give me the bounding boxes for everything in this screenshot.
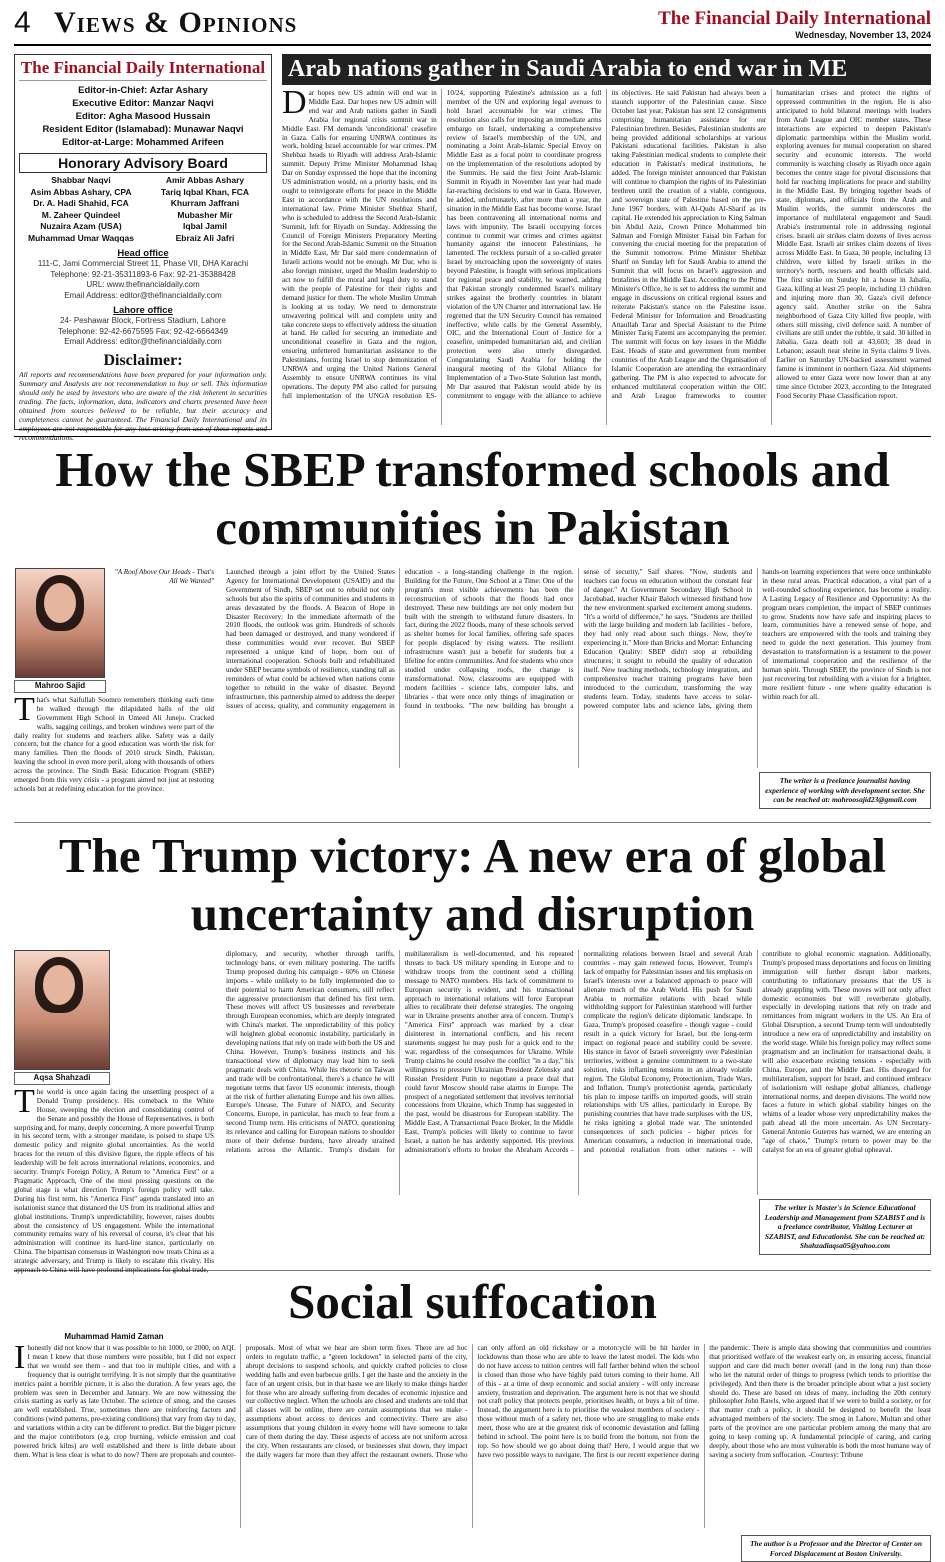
masthead-box bbox=[14, 54, 272, 442]
face-shape bbox=[44, 583, 76, 623]
masthead-name: The Financial Daily International bbox=[19, 58, 267, 81]
arab-headline: Arab nations gather in Saudi Arabia to end war in ME bbox=[282, 54, 931, 85]
trump-body: diplomacy, and security, whether through tariffs, technology bans, or even military posturing. The tariffs Trump proposed during his campaign - 60% on Chinese imports - while unlikely to be fully implemented due to their potential to harm American consumers, still reflect the aggressive protectionism that defined his first term. These moves will affect US businesses and reverberate through European economies, which are deeply integrated with China's market. The unpredictability of this policy will heighten global economic instability, particularly in developing nations that rely on trade with both the US and China. However, Trump's business instincts and his transactional view of diplomacy may lead him to seek pragmatic deals with China. While his rhetoric on Taiwan and trade will be confrontational, there's a chance he will negotiate terms that favor US economic interests, though at the risk of further alienating Europe and his own allies. Europe's Unease, The Future of NATO, and Security Concerns, Europe, in particular, has much to fear from a second Trump term. His criticisms of NATO, questioning its relevance and calling for European nations to shoulder more of their defense burdens, have already strained relations across the Atlantic. Trump's disdain for multilateralism is well-documented, and his repeated threats to back US military spending in Europe and to withdraw troops from the continent send a chilling message to NATO members. His lack of commitment to European security is evident, and his transactional approach to international relations will force European allies to recalibrate their defense strategies. The ongoing war in Ukraine presents another area of concern. Trump's "America First" approach was marked by a clear disinterest in international conflicts, and his recent statements suggest he may push for a quick end to the war, regardless of the consequences for Ukraine. While Trump claims he could resolve the conflict "in a day," his willingness to pressure Ukrainian President Zelensky and Russian President Putin to negotiate a peace deal that could favor Moscow should raise alarms in Europe. The prospect of a negotiated settlement that involves territorial concessions from Ukraine, which Trump has suggested in the past, would be disastrous for European stability. The Middle East, A Transactional Peace Broker, In the Middle East, Trump's policies will likely to continue to favor Israel, a nation he has ardently supported. His previous administration's efforts to broker the Abraham Accords - normalizing relations between Israel and several Arab countries - may gain renewed focus. However, Trump's lack of empathy for Palestinian issues and his emphasis on Israel's interests over a balanced approach to peace will alienate much of the Arab World. His push for Saudi Arabia to normalize relations with Israel while withholding support for Palestinian statehood will further complicate the region's delicate diplomatic landscape. In Gaza, Trump's proposed ceasefire - though vague - could result in a quick victory for Israel, but the long-term impact on regional peace and stability could be severe. His stance in favor of Israeli sovereignty over Palestinian territories, without a genuine commitment to a two-state solution, risks inflaming tensions in an already volatile region. The Global Economy, Protectionism, Trade Wars, and Inflation, Trump's protectionist agenda, particularly his plan to impose tariffs on imported goods, will strain relationships with US allies, particularly in Europe. By punishing countries that have trade surpluses with the US, he risks igniting a global trade war. The unintended consequences of such policies - higher prices for American consumers, a reduction in international trade, and potential retaliation from other nations - will contribute to global economic stagnation. Additionally, Trump's proposed mass deportations and focus on limiting immigration will further disrupt labor markets, contributing to inflationary pressures that the US is already grappling with. These moves will not only affect domestic economies but will reverberate globally, especially in developing nations that rely on trade and remittances from migrant workers in the US. An Era of Global Disruption, a second Trump term will undoubtedly introduce a new era of unpredictability and instability on the world stage. While his foreign policy may reflect some pragmatism and an inclination for transactional deals, it will also exacerbate existing tensions - especially with China, Europe, and the Middle East. His disregard for multilateralism, support for Israel, and continued embrace of isolationism will reshape global alliances, challenge international norms, and deepen divisions. The world now faces a future in which global stability hinges on the whims of a leader whose very unpredictability makes the path ahead all the more uncertain. As UN Secretary-General Antonio Guterres has warned, we are entering an "age of chaos," Trump's return to power may be the catalyst for an era of greater global upheaval. bbox=[226, 950, 931, 1154]
head-office-line: Telephone: 92-21-35311893-6 Fax: 92-21-35388428 bbox=[50, 269, 236, 279]
arab-article bbox=[282, 54, 931, 430]
sbep-headline: How the SBEP transformed schools and communities in Pakistan bbox=[14, 436, 931, 568]
editor-line: Resident Editor (Islamabad): Munawar Naqvi bbox=[42, 124, 244, 135]
advisory-board bbox=[19, 175, 267, 244]
advisor-name: Mubasher Mir bbox=[177, 209, 233, 220]
lahore-office-line: 24- Peshawar Block, Fortress Stadium, Lahore bbox=[60, 316, 226, 325]
disclaimer-text: All reports and recommendations have been prepared for your information only. Summary and Analysis are not recommendation to buy or sell. This information should only be used by investors who are aware of the risk inherent in securities trading. The facts, information, data, indicators and charts presented have been obtained from sources believed to be reliable, but their accuracy and completeness cannot be guaranteed. The Financial Daily International and its employees are not responsible for any loss arising from use of these reports and recommendations. bbox=[19, 369, 267, 442]
arab-body: Dar hopes new US admin will end war in Middle East. Dar hopes new US admin will end war and Arab nations gather in Saudi Arabia for regional crisis summit war in Middle East. FM demands 'unconditional' ceasefire in Gaza. Calls for ensuring UNRWA continues its work, holding Israel accountable for war crimes. PM Shehbaz heads to Riyadh will address Arab-Islamic summit. Deputy Prime Minister Mohammad Ishaq Dar on Sunday expressed the hope that the incoming US administration would, on a priority basis, end its ought to reinvigorate efforts for peace in the Middle East in accordance with the UN resolutions and international law. Prime Minister Shehbaz Sharif, who is scheduled to address the Second Arab-Islamic Summit, left for Riyadh on Sunday. Addressing the Council of Foreign Ministers Preparatory Meeting for the Second Arab-Islamic Summit on the Situation in Middle East, Mr Dar said mere condemnation of Israeli actions would not be enough. Mr Dar, who is also foreign minister, urged the Muslim leadership to act now to fulfill the moral and legal duty to stand with the people of Palestine for their rights and demand justice for them. The whole Muslim Ummah is looking at us today. We need to demonstrate unwavering political will and complete unity and take concrete steps to effectively address the situation at hand. He called for securing an immediate and unconditional ceasefire in Gaza and the region, ensuring unfettered humanitarian assistance to the Palestinians, forcing Israel to stop demonization of UNRWA and urging the United Nations General Assembly to ensure UNRWA continues its vital operations. The deputy PM also called for pursuing full implementation of the UNGA resolution ES-10/24, supporting Palestine's admission as a full member of the UN and exploring legal avenues to hold Israel accountable for war crimes. The resolution also calls for imposing an immediate arms embargo on Israel, undertaking a comprehensive review of Israel's membership of the UN, and nominating a Joint Arab-Islamic Special Envoy on Middle East as a focal point to coordinate progress on the implementation of the resolutions adopted by the Summits. He said the first Joint Arab-Islamic Summit in Riyadh in November last year had made far-reaching decisions to end war in Gaza. However, he added, unfortunately, after more than a year, the situation in the Middle East has become worse. Israel has been contravening all international norms and laws with impunity. The Israeli occupying forces continue to commit war crimes and crimes against humanity against the innocent Palestinians, he lamented. The reckless pursuit of a so-called greater Israel by encroaching upon the sovereignty of states beyond Palestine, is fraught with serious implications for regional peace and stability, he warned, adding that Pakistan strongly condemned Israel's military strikes against the brotherly countries in blatant violation of the UN Charter and international law. He regretted that the UN Security Council has remained ineffective, while calls by the General Assembly, OIC, and the International Court of Justice for a ceasefire, unimpeded humanitarian aid, and civilian protection were also utterly disregarded. Congratulating Saudi Arabia for holding the inaugural meeting of the Global Alliance for Implementation of a Two-State Solution last month, Mr Dar assured that Pakistan would abide by its commitment to engage with the alliance to achieve its objectives. He said Pakistan had always been a staunch supporter of the Palestinian cause. Since October last year, Pakistan has sent 12 consignments comprising humanitarian assistance for our Palestinian brethren. Besides, Palestinian students are being provided additional scholarships at various Pakistani educational facilities. Pakistan is also taking Palestinian medical students to complete their education in Pakistan's medical institutions, he added. The foreign minister announced that Pakistan will continue to champion the rights of its Palestinian brethren until the creation of a viable, contiguous, and sovereign state of Palestine based on the pre-June 1967 borders, with Al-Quds Al-Sharif as its capital. He extended his appreciation to King Salman bin Abdul Aziz, Crown Prince Mohammed bin Salman and Foreign Minister Faisal bin Farhan for convening the crucial meeting for the preparation of the Summit tomorrow. Prime Minister Shehbaz Sharif on Sunday left for Saudi Arabia to attend the Summit that will focus on Israel's aggression and brutalities in the Middle East. According to the Prime Minister's Office, he is set to address the summit and engage in discussions on critical regional issues and reiterate Pakistan's stance on the Palestine issue. Federal Minister for Information and Broadcasting Attaullah Tarar and Special Assistant to the Prime Minister Tariq Fatemi are accompanying the premier. The summit will focus on key issues in the Middle East. Heads of state and government from member countries of the Arab League and the Organisation of Islamic Cooperation are attending the extraordinary gathering. The PM is also expected to advocate for enhanced multilateral cooperation within the OIC and Arab League frameworks to counter humanitarian crises and protect the rights of oppressed communities in the region. He is also anticipated to hold bilateral meetings with leaders from Arab League and OIC member states. These interactions are expected to deepen Pakistan's diplomatic partnerships within the Muslim world, exploring avenues for mutual cooperation on shared security and economic interests. The world community is watching closely as Riyadh once again becomes the centre stage for pivotal discussions that hold far reaching implications for peace and stability in the Middle East. By bringing together heads of state, diplomats, and officials from the Arab and Muslim worlds, the summit underscores the importance of multilateral engagement and Saudi Arabia's instrumental role in addressing regional crises. Israeli air strikes claim dozens of lives across Middle East. Israeli air strikes claim dozens of lives across Middle East. In Gaza, 30 people, including 13 children, were killed by Israeli strikes in the territory's north, rescuers and health officials said. The first strike on Sunday hit a house in Jabalia, Gaza, killing at least 25 people, including 13 children and injuring more than 30, Gaza's civil defence agency said. Another strike on the Sabra neighborhood of Gaza City killed five people, with others still missing, civil defence said. A number of civilians are still under the rubble, it said. 30 killed in Jabalia, Gaza death toll at 43,603; 38 dead in Lebanon; assault near shrine in Syria claims 9 lives. Earlier on Saturday UN-backed assessment warned famine is imminent in northern Gaza. Aid shipments allowed to enter Gaza were now lower than at any time since October 2023, according to the Integrated Food Security Phase Classification report. bbox=[282, 84, 931, 400]
advisor-name: Asim Abbas Ashary, CPA bbox=[30, 186, 132, 197]
advisory-title: Honorary Advisory Board bbox=[19, 153, 267, 173]
lahore-office-title: Lahore office bbox=[113, 305, 173, 316]
trump-columns-wrap bbox=[226, 950, 931, 1270]
trump-bio: The writer is Master's in Science Educational Leadership and Management from SZABIST and is a freelance contributor, Visiting Lecturer at SZABIST, and Educationist. She can be reached at: Shahzadiaqsa05@yahoo.com bbox=[759, 1199, 931, 1255]
social-author: Muhammad Hamid Zaman bbox=[64, 1332, 164, 1341]
sbep-body: Launched through a joint effort by the United States Agency for International Development (USAID) and the Government of Sindh, SBEP set out to rebuild not only schools but also the spirits of communities and students in areas devastated by the floods. A Beacon of Hope in Disaster Recovery: In the immediate aftermath of the 2010 floods, the outlook was grim. Hundreds of schools had been damaged or destroyed, and many wondered if these communities would ever recover. But SBEP represented a unique kind of hope, born out of international cooperation. Schools built and rehabilitated under SBEP became symbols of resilience, standing tall as reminders of what could be achieved when nations come together to rebuild in the wake of disaster. Beyond infrastructure, this partnership aimed to address the deeper issues of access, quality, and community engagement in education - a long-standing challenge in the region. Building for the Future, One School at a Time: One of the program's most visible achievements has been the reconstruction of schools that the floods had once destroyed. These new buildings are not only modern but built with the strength to withstand future disasters. In fact, during the 2022 floods, many of these schools served as shelter homes for local families, offering safe spaces for people displaced by rising waters. The resilient infrastructure wasn't just a benefit for students but a lifeline for entire communities. And for students who once studied under collapsing roofs, the change is transformational. Now, classrooms are equipped with modern facilities - science labs, computer labs, and libraries - that were once only things of imagination or found in textbooks. "The new building has brought a sense of security," Saif shares. "Now, students and teachers can focus on education without the constant fear of danger." At Government Secondary High School in Jacobabad, teacher Khair Baloch witnessed firsthand how the new environment sparked excitement among students. "It's a world of difference," he says. "Students are thrilled with the large building and modern lab facilities - before, they had only read about such things. Now, they're experiencing it." More than Bricks and Mortar: Enhancing Education Quality: SBEP didn't stop at rebuilding structures; it sought to rebuild the quality of education itself. New teaching methods, technology integration, and comprehensive teacher training programs have been introduced to the curriculum, transforming the way students learn. Today, students have access to solar-powered computer labs and science labs, giving them hands-on learning experiences that were once unthinkable in these rural areas. Practical education, a vital part of a well-rounded schooling experience, has become a reality. A Lasting Legacy of Resilience and Opportunity: As the program nears completion, the impact of SBEP continues to grow. Students now have safe and inspiring places to learn, communities have a renewed sense of hope, and teachers are empowered with the tools and training they need to guide the next generation. This journey from devastation to transformation is a testament to the power of international cooperation and the resilience of the human spirit. Through SBEP, the province of Sindh is not just recovering but rebuilding with a vision for a brighter, more resilient future - one where quality education is within reach for all. bbox=[226, 568, 931, 710]
sbep-article bbox=[14, 568, 931, 822]
sbep-first-column bbox=[14, 568, 214, 822]
head-office-line: URL: www.thefinancialdaily.com bbox=[86, 280, 200, 289]
disclaimer-title: Disclaimer: bbox=[103, 351, 183, 369]
sbep-lead: That's what Saifullah Soomro remembers thinking each time he walked through the dilapidated halls of the old Government High School in Umeed Ali Junejo. Cracked walls, sagging ceilings, and broken windows were part of the daily reality for students and teachers alike. Safety was a daily concern, but the chance for a good education was worth the risk for many families. Then the floods of 2010 struck Sindh, Pakistan, leaving the school in even more peril, along with thousands of others across the province. The Sindh Basic Education Program (SBEP) emerged from this very crisis - a program aimed not just at restoring schools but at redefining education for the province. bbox=[14, 690, 214, 793]
advisor-name: Shabbar Naqvi bbox=[51, 175, 111, 185]
head-office-title: Head office bbox=[117, 248, 169, 259]
social-headline: Social suffocation bbox=[14, 1270, 931, 1332]
trump-lead: The world is once again facing the unsettling prospect of a Donald Trump presidency. His comeback to the White House, sweeping the election and consolidating control of the Senate and possibly the House of Representatives, is both surprising and, for many, deeply concerning. A more powerful Trump in his second term, with a stronger mandate, is poised to shape US domestic policy and reignite global uncertainties. As the world braces for the return of this divisive figure, the ripple effects of his leadership will be felt across international relations, economics, and security. Trump's Foreign Policy, A Return to "America First" or a Pragmatic Approach, One of the most pressing questions on the global stage is what direction Trump's foreign policy will take. During his first term, his "America First" agenda translated into an isolationist stance that distanced the US from its traditional allies and global institutions. Trump's unpredictability, however, raises doubts about the consistency of US engagement. While the international community remains wary of his reversal of course, it's clear that his administration will continue its hard-line stance, particularly on China. The bipartisan consensus in Washington now treats China as a strategic adversary, and Trump is likely to escalate this rivalry. His approach to China will have profound implications for global trade, bbox=[14, 1082, 214, 1275]
advisor-name: Iqbal Jamil bbox=[183, 221, 227, 231]
author-name: Aqsa Shahzadi bbox=[14, 1072, 110, 1085]
head-office-line: Email Address: editor@thefinancialdaily.com bbox=[64, 290, 222, 300]
lahore-office-line: Email Address: editor@thefinancialdaily.com bbox=[64, 337, 222, 346]
social-body: Ihonestly did not know that it was possible to hit 1000, or 2000, on AQI. I mean I knew that those numbers were possible, but I did not expect that we would see them - and that too in multiple cities, and with a frequency that is outright terrifying. It is not simply that the quantitative metrics paint a horrible picture, it is also the duration. A few years ago, the problem was seen in December and January. We are now witnessing the crisis starting as early as late October. The science of smog, and the causes are well established. True, sometimes there are reinforcing factors and conditions (wind patterns, pre-existing conditions) that vary from day to day, and variations within a city can be different to predict. But the bigger picture and the major contributors (e.g. crop burning, vehicle emission and coal powered brick kilns) are well established and there is little debate about them. What is less clear is what to do now? There are proposals and counter-proposals. Most of what we hear are short term fixes. There are ad hoc orders to regulate traffic, a "green lockdown" in selected parts of the city, abrupt decisions to suspend schools, and quickly crafted policies to close wedding halls and even barbecue grills. I get the haste and the anxiety in the face of an urgent crisis, but in that haste we are likely to make things harder for those who are already suffering from decades of economic injustice and our collective neglect. When the schools are closed and students are told that all classes will be online, there are certain assumptions that we make - assumptions about access to devices and connectivity. There are also assumptions that young children in every home will have someone to take care of them during the day. These aspects of access are not uniform across the city. When restaurants are closed, or businesses shut down, they impact the daily wagers far more than they affect the restaurant owners. Those who can only afford an old rickshaw or a motorcycle will be hit harder in lockdowns than those who are able to leave the latest model. The kids who do not have access to tuition centres will fall farther behind when the school is closed than those who have highly paid tutors coming to their home. All of this - at a time of deep economic and social anxiety - will only increase anxiety, frustration and deprivation. The argument here is not that we should not craft policy that protects people, prioritises health, or buys a bit of time. Instead, the argument here is to prioritise the weakest members of society - those without much of a safety net, those who are struggling to make ends meet, those who are at the greatest risk of economic devastation and falling behind in school. The point here is to build from the bottom, not from the top. So how should we go about doing that? Here, I would argue that we have two possible ways to navigate. The first is our recent experience during the pandemic. There is ample data showing that communities and countries that prioritised welfare of the weakest early on, in ensuring access, financial support and care did much better overall (and in the long run) than those who let the natural order of things to progress (which tends to prioritise the privileged). And then there is the broader principle about what a just society should do. These are based on ideas of many, including the 20th century philosopher John Rawls, who argued that if we were to build a society, or for that matter craft a policy, it should be designed to benefit the least advantaged members of the society. The smog in Lahore, Multan and other parts of the province are one particular problem among the many that are going to keep coming up. A fundamental principle of caring, and caring deeply, about those who are most vulnerable is both the most humane way of saving a society from suffocation. -Courtesy: Tribune bbox=[14, 1339, 931, 1459]
sbep-columns-wrap bbox=[226, 568, 931, 822]
lahore-office-line: Telephone: 92-42-6675595 Fax: 92-42-6664349 bbox=[58, 326, 228, 336]
social-article bbox=[14, 1332, 931, 1562]
social-bio: The author is a Professor and the Director of Center on Forced Displacement at Boston University. bbox=[741, 1535, 931, 1562]
advisory-left bbox=[19, 175, 143, 244]
trump-headline: The Trump victory: A new era of global uncertainty and disruption bbox=[14, 822, 931, 950]
editor-line: Editor-in-Chief: Azfar Ashary bbox=[78, 85, 208, 96]
editor-line: Executive Editor: Manzar Naqvi bbox=[72, 98, 214, 109]
advisory-right bbox=[143, 175, 267, 244]
head-office-line: 111-C, Jami Commercial Street 11, Phase VII, DHA Karachi bbox=[37, 259, 249, 268]
top-section bbox=[14, 54, 931, 442]
sbep-bio: The writer is a freelance journalist having experience of working with development sector. She can be reached at: mahroosajid23@gmail.com bbox=[759, 772, 931, 809]
trump-article bbox=[14, 950, 931, 1275]
advisor-name: Amir Abbas Ashary bbox=[165, 175, 245, 185]
author-photo bbox=[15, 568, 105, 678]
header-right bbox=[658, 8, 931, 40]
advisor-name: Dr. A. Hadi Shahid, FCA bbox=[33, 198, 129, 208]
page-number: 4 bbox=[14, 6, 31, 39]
sbep-quote: "A Roof Above Our Heads - That's All We Wanted" bbox=[114, 568, 214, 585]
face-shape bbox=[43, 965, 75, 1005]
editor-line: Editor-at-Large: Mohammed Arifeen bbox=[62, 137, 224, 148]
trump-first-column bbox=[14, 950, 214, 1275]
editors-list bbox=[19, 84, 267, 149]
section-title: Views & Opinions bbox=[54, 6, 298, 39]
editor-line: Editor: Agha Masood Hussain bbox=[75, 111, 211, 122]
paper-name: The Financial Daily International bbox=[658, 8, 931, 29]
author-photo bbox=[14, 950, 110, 1070]
advisor-name: Tariq Iqbal Khan, FCA bbox=[160, 186, 250, 197]
page-header bbox=[14, 0, 931, 46]
advisor-name: Khurram Jaffrani bbox=[170, 198, 240, 208]
sbep-photo-block bbox=[14, 568, 106, 693]
advisor-name: Muhammad Umar Waqqas bbox=[28, 232, 134, 243]
issue-date: Wednesday, November 13, 2024 bbox=[795, 30, 931, 40]
author-name: Mahroo Sajid bbox=[14, 680, 106, 693]
trump-photo-block bbox=[14, 950, 110, 1085]
advisor-name: Nuzaira Azam (USA) bbox=[40, 221, 122, 231]
advisor-name: M. Zaheer Quindeel bbox=[41, 209, 121, 220]
advisor-name: Ebraiz Ali Jafri bbox=[175, 232, 235, 243]
